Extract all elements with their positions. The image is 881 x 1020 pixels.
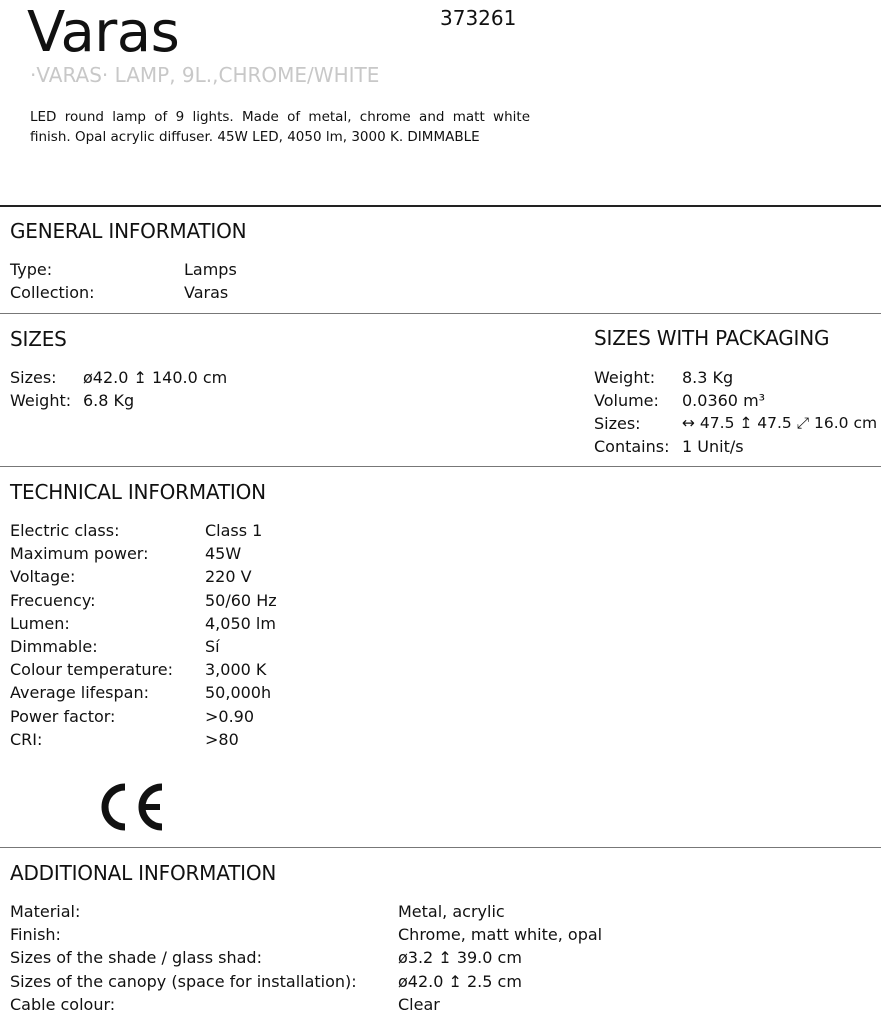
cri-value: >80 (205, 729, 239, 749)
cable-colour-label: Cable colour: (10, 994, 116, 1014)
dimmable-value: Sí (205, 637, 220, 656)
shade-sizes-label: Sizes of the shade / glass shad: (10, 948, 262, 968)
sizes-table (10, 366, 410, 414)
packaging-weight-label: Weight: (594, 368, 656, 387)
product-description (30, 107, 530, 147)
weight-value: 6.8 Kg (83, 391, 135, 410)
type-value: Lamps (184, 260, 237, 279)
maximum-power-value: 45W (205, 544, 242, 564)
packaging-table (594, 366, 881, 460)
section-divider (0, 205, 881, 207)
packaging-volume-value: 0.0360 m³ (682, 391, 766, 410)
canopy-sizes-value: ø42.0 ↥ 2.5 cm (398, 971, 522, 991)
sizes-title: SIZES (10, 327, 67, 351)
power-factor-value: >0.90 (205, 706, 255, 726)
section-divider (0, 313, 881, 314)
weight-label: Weight: (10, 391, 72, 410)
description-line: LED round lamp of 9 lights. Made of metal, chrome and matt white (30, 109, 530, 125)
additional-info-table (10, 900, 710, 1017)
section-divider (0, 466, 881, 467)
average-lifespan-label: Average lifespan: (10, 683, 149, 703)
voltage-label: Voltage: (10, 567, 76, 587)
colour-temperature-label: Colour temperature: (10, 660, 173, 680)
packaging-volume-label: Volume: (594, 391, 659, 410)
electric-class-value: Class 1 (205, 521, 263, 540)
frequency-label: Frecuency: (10, 590, 96, 610)
ce-mark-icon (98, 777, 168, 837)
product-reference: 373261 (440, 6, 517, 30)
shade-sizes-value: ø3.2 ↥ 39.0 cm (398, 948, 522, 968)
packaging-contains-value: 1 Unit/s (682, 437, 744, 456)
product-subtitle: ·VARAS· LAMP, 9L.,CHROME/WHITE (30, 63, 380, 87)
technical-info-table (10, 519, 410, 751)
sizes-value: ø42.0 ↥ 140.0 cm (83, 368, 228, 387)
type-label: Type: (10, 260, 53, 279)
electric-class-label: Electric class: (10, 521, 120, 540)
lumen-label: Lumen: (10, 613, 70, 633)
section-divider (0, 847, 881, 848)
packaging-weight-value: 8.3 Kg (682, 368, 734, 387)
description-line: finish. Opal acrylic diffuser. 45W LED, 4050 lm, 3000 K. DIMMABLE (30, 129, 480, 145)
finish-label: Finish: (10, 925, 61, 945)
collection-label: Collection: (10, 283, 95, 302)
cable-colour-value: Clear (398, 994, 440, 1014)
packaging-title: SIZES WITH PACKAGING (594, 326, 830, 350)
product-name: Varas (27, 0, 180, 65)
general-info-title: GENERAL INFORMATION (10, 219, 247, 243)
material-value: Metal, acrylic (398, 902, 505, 921)
average-lifespan-value: 50,000h (205, 683, 272, 703)
general-info-table (10, 258, 410, 306)
colour-temperature-value: 3,000 K (205, 660, 267, 680)
sizes-label: Sizes: (10, 368, 57, 387)
voltage-value: 220 V (205, 567, 252, 587)
packaging-sizes-value: ↔ 47.5 ↥ 47.5 ⤢ 16.0 cm (682, 414, 878, 432)
frequency-value: 50/60 Hz (205, 590, 277, 610)
power-factor-label: Power factor: (10, 706, 116, 726)
canopy-sizes-label: Sizes of the canopy (space for installation): (10, 971, 357, 991)
dimmable-label: Dimmable: (10, 637, 98, 656)
collection-value: Varas (184, 283, 229, 302)
packaging-contains-label: Contains: (594, 437, 670, 456)
technical-info-title: TECHNICAL INFORMATION (10, 480, 266, 504)
maximum-power-label: Maximum power: (10, 544, 149, 564)
additional-info-title: ADDITIONAL INFORMATION (10, 861, 277, 885)
finish-value: Chrome, matt white, opal (398, 925, 603, 945)
material-label: Material: (10, 902, 81, 921)
cri-label: CRI: (10, 729, 43, 749)
lumen-value: 4,050 lm (205, 613, 276, 633)
packaging-sizes-label: Sizes: (594, 414, 641, 433)
